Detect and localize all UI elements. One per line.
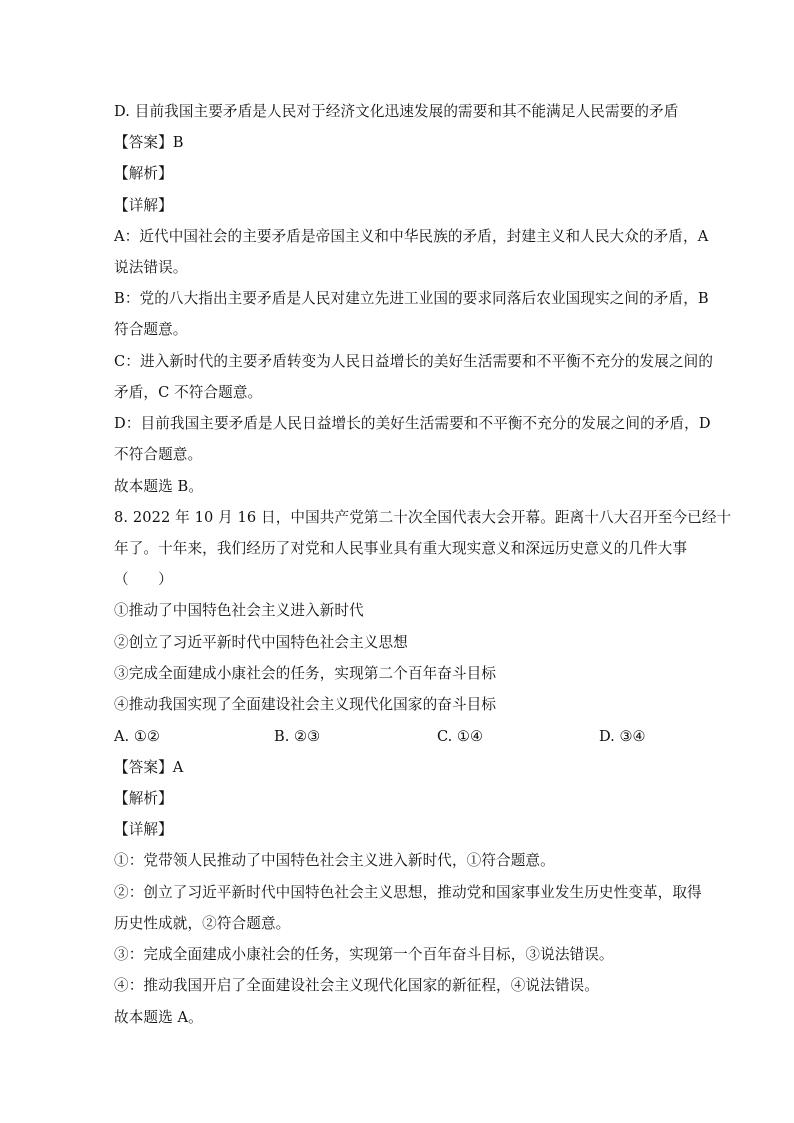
q7-detail-heading: 【详解】 — [114, 197, 173, 214]
q8-explanation-line: ④：推动我国开启了全面建设社会主义现代化国家的新征程，④说法错误。 — [114, 977, 599, 994]
q8-statement: ④推动我国实现了全面建设社会主义现代化国家的奋斗目标 — [114, 696, 497, 713]
q8-analysis-heading: 【解析】 — [114, 790, 173, 807]
q7-explanation-line: 说法错误。 — [114, 259, 188, 276]
q8-option-a: A. ①② — [114, 728, 160, 745]
q8-answer: 【答案】A — [114, 759, 184, 776]
q7-explanation-line: 矛盾，C 不符合题意。 — [114, 384, 263, 401]
q7-explanation-line: 符合题意。 — [114, 321, 188, 338]
q7-analysis-heading: 【解析】 — [114, 165, 173, 182]
q8-explanation-line: 历史性成就，②符合题意。 — [114, 915, 291, 932]
q8-explanation-line: ①：党带领人民推动了中国特色社会主义进入新时代，①符合题意。 — [114, 852, 555, 869]
q7-explanation-line: C：进入新时代的主要矛盾转变为人民日益增长的美好生活需要和不平衡不充分的发展之间的 — [114, 353, 714, 370]
q7-option-d: D. 目前我国主要矛盾是人民对于经济文化迅速发展的需要和其不能满足人民需要的矛盾 — [114, 103, 679, 120]
q8-conclusion: 故本题选 A。 — [114, 1009, 203, 1026]
q8-answer-blank: （ ） — [114, 571, 173, 588]
q8-stem-line: 8. 2022 年 10 月 16 日，中国共产党第二十次全国代表大会开幕。距离十八大召开至今已经十 — [114, 509, 732, 526]
q7-explanation-line: D：目前我国主要矛盾是人民日益增长的美好生活需要和不平衡不充分的发展之间的矛盾，D — [114, 415, 711, 432]
q8-option-d: D. ③④ — [599, 728, 646, 745]
q8-statement: ①推动了中国特色社会主义进入新时代 — [114, 602, 364, 619]
q8-option-b: B. ②③ — [274, 728, 321, 745]
q8-option-c: C. ①④ — [437, 728, 484, 745]
q8-stem-line: 年了。十年来，我们经历了对党和人民事业具有重大现实意义和深远历史意义的几件大事 — [114, 540, 688, 557]
q8-detail-heading: 【详解】 — [114, 821, 173, 838]
q8-explanation-line: ②：创立了习近平新时代中国特色社会主义思想，推动党和国家事业发生历史性变革，取得 — [114, 884, 702, 901]
q7-explanation-line: B：党的八大指出主要矛盾是人民对建立先进工业国的要求同落后农业国现实之间的矛盾，B — [114, 290, 709, 307]
q8-statement: ②创立了习近平新时代中国特色社会主义思想 — [114, 634, 408, 651]
q7-explanation-line: 不符合题意。 — [114, 446, 203, 463]
q7-conclusion: 故本题选 B。 — [114, 478, 204, 495]
q8-statement: ③完成全面建成小康社会的任务，实现第二个百年奋斗目标 — [114, 665, 497, 682]
q8-explanation-line: ③：完成全面建成小康社会的任务，实现第一个百年奋斗目标，③说法错误。 — [114, 946, 614, 963]
q7-answer: 【答案】B — [114, 134, 184, 151]
q7-explanation-line: A：近代中国社会的主要矛盾是帝国主义和中华民族的矛盾，封建主义和人民大众的矛盾，A — [114, 228, 709, 245]
